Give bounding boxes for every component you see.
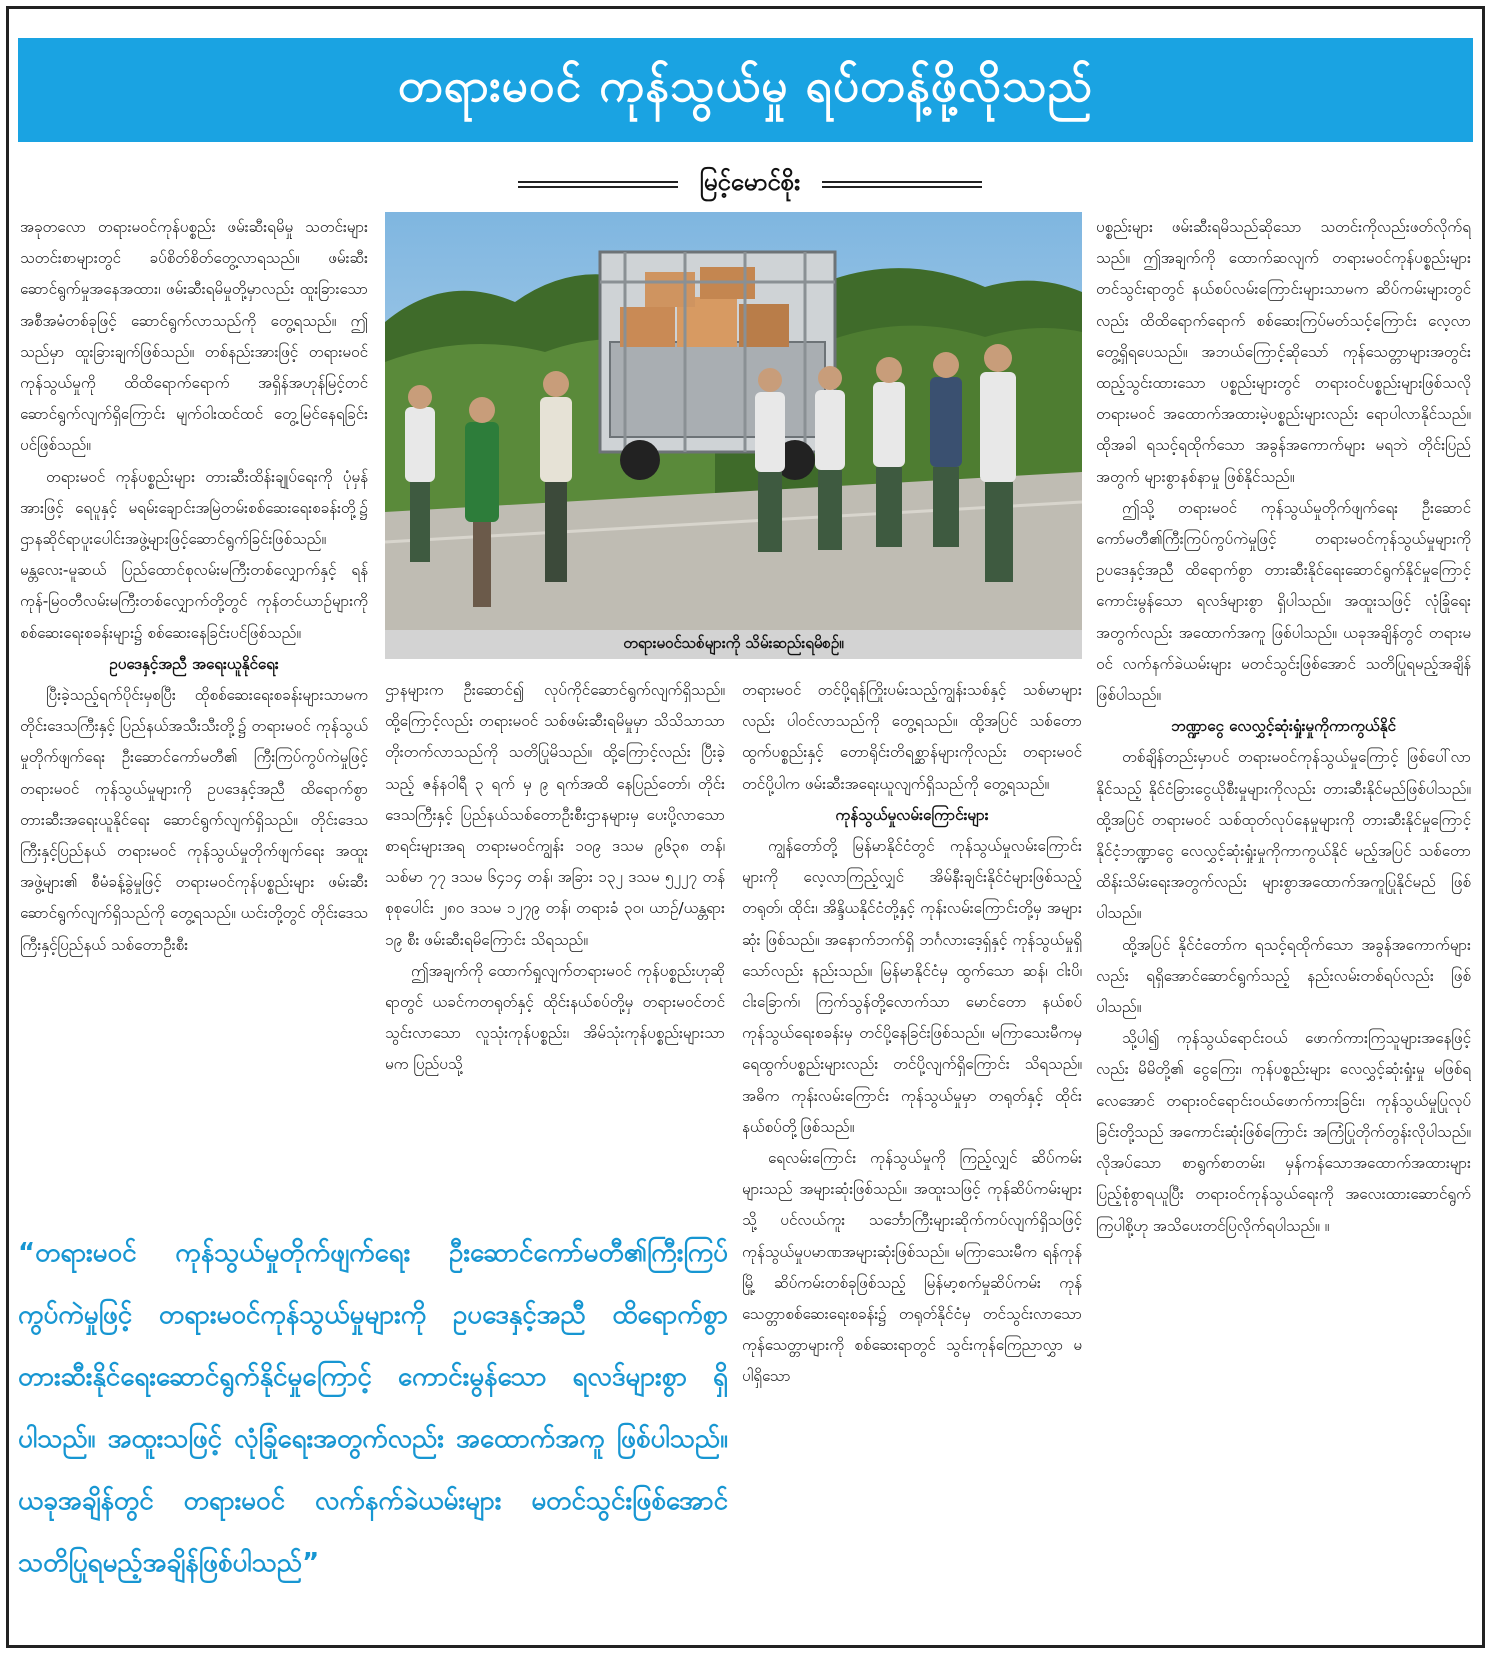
paragraph: ပစ္စည်းများ ဖမ်းဆီးရမိသည်ဆိုသော သတင်းကိုလည်းဖတ်လိုက်ရသည်။ ဤအချက်ကို ထောက်ဆလျက် တရားမဝင်ကုန်ပစ္စည်းများ တင်သွင်းရာတွင် နယ်စပ်လမ်းကြောင်းများသာမက ဆိပ်ကမ်းများတွင်လည်း ထိထိရောက်ရောက် စစ်ဆေးကြပ်မတ်သင့်ကြောင်း လေ့လာတွေ့ရှိရပေသည်။ အဘယ်ကြောင့်ဆိုသော် ကုန်သေတ္တာများအတွင်း ထည့်သွင်းထားသော ပစ္စည်းများတွင် တရားဝင်ပစ္စည်းများဖြစ်သလို တရားမဝင် အထောက်အထားမဲ့ပစ္စည်းများလည်း ရောပါလာနိုင်သည်။ ထိုအခါ ရသင့်ရထိုက်သော အခွန်အကောက်များ မရဘဲ တိုင်းပြည်အတွက် များစွာနစ်နာမှု ဖြစ်နိုင်သည်။ bbox=[1096, 218, 1471, 486]
article-column-4 bbox=[1096, 212, 1471, 1630]
paragraph: တရားမဝင် ကုန်ပစ္စည်းများ တားဆီးထိန်းချုပ်ရေးကို ပုံမှန်အားဖြင့် ရေပူနှင့် မရမ်းချောင်းအမြဲတမ်းစစ်ဆေးရေးစခန်းတို့၌ ဌာနဆိုင်ရာပူးပေါင်းအဖွဲ့များဖြင့်ဆောင်ရွက်ခြင်းဖြစ်သည်။ မန္တလေး-မူဆယ် ပြည်ထောင်စုလမ်းမကြီးတစ်လျှောက်နှင့် ရန်ကုန်-မြဝတီလမ်းမကြီးတစ်လျှောက်တို့တွင် ကုန်တင်ယာဉ်များကို စစ်ဆေးရေးစခန်းများ၌ စစ်ဆေးနေခြင်းပင်ဖြစ်သည်။ bbox=[20, 467, 368, 642]
paragraph: သို့ပါ၍ ကုန်သွယ်ရောင်းဝယ် ဖောက်ကားကြသူများအနေဖြင့်လည်း မိမိတို့၏ ငွေကြေး၊ ကုန်ပစ္စည်းများ လေလွှင့်ဆုံးရှုံးမှု မဖြစ်ရလေအောင် တရားဝင်ရောင်းဝယ်ဖောက်ကားခြင်း၊ ကုန်သွယ်မှုပြုလုပ်ခြင်းတို့သည် အကောင်းဆုံးဖြစ်ကြောင်း အကြံပြုတိုက်တွန်းလိုပါသည်။ လိုအပ်သော စာရွက်စာတမ်း၊ မှန်ကန်သောအထောက်အထားများ ပြည့်စုံစွာရယူပြီး တရားဝင်ကုန်သွယ်ရေးကို အလေးထားဆောင်ရွက်ကြပါစို့ဟု အသိပေးတင်ပြလိုက်ရပါသည်။ ။ bbox=[1096, 1029, 1471, 1235]
byline-rule-right bbox=[822, 181, 982, 188]
paragraph: ဌာနများက ဦးဆောင်၍ လုပ်ကိုင်ဆောင်ရွက်လျက်ရှိသည်။ ထို့ကြောင့်လည်း တရားမဝင် သစ်ဖမ်းဆီးရမိမှုမှာ သိသိသာသာ တိုးတက်လာသည်ကို သတိပြုမိသည်။ ထို့ကြောင့်လည်း ပြီးခဲ့သည့် ဇန်နဝါရီ ၃ ရက် မှ ၉ ရက်အထိ နေပြည်တော်၊ တိုင်းဒေသကြီးနှင့် ပြည်နယ်သစ်တောဦးစီးဌာနများမှ ပေးပို့လာသော စာရင်းများအရ တရားမဝင်ကျွန်း ၁၀၉ ဒသမ ၉၆၃၈ တန်၊ သစ်မာ ၇၇ ဒသမ ၆၄၁၄ တန်၊ အခြား ၁၃၂ ဒသမ ၅၂၂၇ တန် စုစုပေါင်း ၂၈၀ ဒသမ ၁၂၇၉ တန်၊ တရားခံ ၃၀၊ ယာဉ်/ယန္တရား ၁၉ စီး ဖမ်းဆီးရမိကြောင်း သိရသည်။ bbox=[385, 681, 725, 949]
paragraph: တစ်ချိန်တည်းမှာပင် တရားမဝင်ကုန်သွယ်မှုကြောင့် ဖြစ်ပေါ်လာနိုင်သည့် နိုင်ငံခြားငွေယိုစီးမှုများကိုလည်း တားဆီးနိုင်မည်ဖြစ်ပါသည်။ ထို့အပြင် တရားမဝင် သစ်ထုတ်လုပ်နေမှုများကို တားဆီးနိုင်မှုကြောင့် နိုင်ငံ့ဘဏ္ဍာငွေ လေလွှင့်ဆုံးရှုံးမှုကိုကာကွယ်နိုင် မည့်အပြင် သစ်တောထိန်းသိမ်းရေးအတွက်လည်း များစွာအထောက်အကူပြုနိုင်မည် ဖြစ်ပါသည်။ bbox=[1096, 748, 1471, 923]
paragraph: အခုတလော တရားမဝင်ကုန်ပစ္စည်း ဖမ်းဆီးရမိမှု သတင်းများ သတင်းစာများတွင် ခပ်စိတ်စိတ်တွေ့လာရသည်။ ဖမ်းဆီးဆောင်ရွက်မှုအနေအထား၊ ဖမ်းဆီးရမိမှုတို့မှာလည်း ထူးခြားသောအစီအမံတစ်ခုဖြင့် ဆောင်ရွက်လာသည်ကို တွေ့ရသည်။ ဤသည်မှာ ထူးခြားချက်ဖြစ်သည်။ တစ်နည်းအားဖြင့် တရားမဝင် ကုန်သွယ်မှုကို ထိထိရောက်ရောက် အရှိန်အဟုန်မြင့်တင် ဆောင်ရွက်လျက်ရှိကြောင်း မျက်ဝါးထင်ထင် တွေ့မြင်နေရခြင်းပင်ဖြစ်သည်။ bbox=[20, 218, 368, 455]
pull-quote: “တရားမဝင် ကုန်သွယ်မှုတိုက်ဖျက်ရေး ဦးဆောင်ကော်မတီ၏ကြီးကြပ်ကွပ်ကဲမှုဖြင့် တရားမဝင်ကုန်သွယ်မှုများကို ဥပဒေနှင့်အညီ ထိရောက်စွာ တားဆီးနိုင်ရေးဆောင်ရွက်နိုင်မှုကြောင့် ကောင်းမွန်သော ရလဒ်များစွာ ရှိပါသည်။ အထူးသဖြင့် လုံခြုံရေးအတွက်လည်း အထောက်အကူ ဖြစ်ပါသည်။ ယခုအချိန်တွင် တရားမဝင် လက်နက်ခဲယမ်းများ မတင်သွင်းဖြစ်အောင် သတိပြုရမည့်အချိန်ဖြစ်ပါသည်” bbox=[18, 1238, 728, 1578]
photo-caption: တရားမဝင်သစ်များကို သိမ်းဆည်းရမိစဉ်။ bbox=[385, 630, 1082, 659]
byline-rule-left bbox=[518, 181, 678, 188]
news-photo bbox=[385, 212, 1082, 630]
headline: တရားမဝင် ကုန်သွယ်မှု ရပ်တန့်ဖို့လိုသည် bbox=[397, 57, 1094, 112]
byline-row bbox=[480, 162, 1020, 206]
paragraph: ဤသို့ တရားမဝင် ကုန်သွယ်မှုတိုက်ဖျက်ရေး ဦးဆောင်ကော်မတီ၏ကြီးကြပ်ကွပ်ကဲမှုဖြင့် တရားမဝင်ကုန်သွယ်မှုများကို ဥပဒေနှင့်အညီ ထိရောက်စွာ တားဆီးနိုင်ရေးဆောင်ရွက်နိုင်မှုကြောင့် ကောင်းမွန်သော ရလဒ်များစွာ ရှိပါသည်။ အထူးသဖြင့် လုံခြုံရေးအတွက်လည်း အထောက်အကူ ဖြစ်ပါသည်။ ယခုအချိန်တွင် တရားမဝင် လက်နက်ခဲယမ်းများ မတင်သွင်းဖြစ်အောင် သတိပြုရမည့်အချိန်ဖြစ်ပါသည်။ bbox=[1096, 498, 1471, 705]
headline-banner bbox=[18, 38, 1473, 142]
paragraph: ပြီးခဲ့သည့်ရက်ပိုင်းမှစပြီး ထိုစစ်ဆေးရေးစခန်းများသာမက တိုင်းဒေသကြီးနှင့် ပြည်နယ်အသီးသီးတို့၌ တရားမဝင် ကုန်သွယ်မှုတိုက်ဖျက်ရေး ဦးဆောင်ကော်မတီ၏ ကြီးကြပ်ကွပ်ကဲမှုဖြင့် တရားမဝင် ကုန်သွယ်မှုများကို ဥပဒေနှင့်အညီ ထိရောက်စွာ တားဆီးအရေးယူနိုင်ရေး ဆောင်ရွက်လျက်ရှိသည်။ တိုင်းဒေသကြီးနှင့်ပြည်နယ် တရားမဝင် ကုန်သွယ်မှုတိုက်ဖျက်ရေး အထူးအဖွဲ့များ၏ စီမံခန့်ခွဲမှုဖြင့် တရားမဝင်ကုန်ပစ္စည်းများ ဖမ်းဆီးဆောင်ရွက်လျက်ရှိသည်ကို တွေ့ရသည်။ ယင်းတို့တွင် တိုင်းဒေသကြီးနှင့်ပြည်နယ် သစ်တောဦးစီး bbox=[20, 686, 368, 954]
section-subheading: ဘဏ္ဍာငွေ လေလွှင့်ဆုံးရှုံးမှုကိုကာကွယ်နိုင် bbox=[1171, 717, 1396, 736]
author-byline: မြင့်မောင်စိုး bbox=[699, 168, 801, 196]
paragraph: ထို့အပြင် နိုင်ငံတော်က ရသင့်ရထိုက်သော အခွန်အကောက်များလည်း ရရှိအောင်ဆောင်ရွက်သည့် နည်းလမ်းတစ်ရပ်လည်း ဖြစ်ပါသည်။ bbox=[1096, 935, 1471, 1017]
article-column-3 bbox=[742, 675, 1082, 1630]
article-column-2 bbox=[385, 675, 725, 1155]
article-column-1 bbox=[20, 212, 368, 1214]
paragraph: ရေလမ်းကြောင်း ကုန်သွယ်မှုကို ကြည့်လျှင် ဆိပ်ကမ်းများသည် အများဆုံးဖြစ်သည်။ အထူးသဖြင့် ကုန်ဆိပ်ကမ်းများသို့ ပင်လယ်ကူး သင်္ဘောကြီးများဆိုက်ကပ်လျက်ရှိသဖြင့် ကုန်သွယ်မှုပမာဏအများဆုံးဖြစ်သည်။ မကြာသေးမီက ရန်ကုန်မြို့ ဆိပ်ကမ်းတစ်ခုဖြစ်သည့် မြန်မာ့စက်မှုဆိပ်ကမ်း ကုန်သေတ္တာစစ်ဆေးရေးစခန်း၌ တရုတ်နိုင်ငံမှ တင်သွင်းလာသော ကုန်သေတ္တာများကို စစ်ဆေးရာတွင် သွင်းကုန်ကြေညာလွှာ မပါရှိသော bbox=[742, 1149, 1082, 1386]
news-photo-figure bbox=[385, 212, 1082, 659]
section-subheading: ကုန်သွယ်မှုလမ်းကြောင်းများ bbox=[835, 805, 989, 824]
photo-illustration bbox=[385, 212, 1082, 630]
section-subheading: ဥပဒေနှင့်အညီ အရေးယူနိုင်ရေး bbox=[109, 654, 279, 673]
paragraph: ဤအချက်ကို ထောက်ရှုလျက်တရားမဝင် ကုန်ပစ္စည်းဟုဆိုရာတွင် ယခင်ကတရုတ်နှင့် ထိုင်းနယ်စပ်တို့မှ တရားမဝင်တင်သွင်းလာသော လူသုံးကုန်ပစ္စည်း၊ အိမ်သုံးကုန်ပစ္စည်းများသာမက ပြည်ပသို့ bbox=[385, 961, 725, 1074]
paragraph: တရားမဝင် တင်ပို့ရန်ကြိုးပမ်းသည့်ကျွန်းသစ်နှင့် သစ်မာများလည်း ပါဝင်လာသည်ကို တွေ့ရသည်။ ထို့အပြင် သစ်တောထွက်ပစ္စည်းနှင့် တောရိုင်းတိရစ္ဆာန်များကိုလည်း တရားမဝင် တင်ပို့ပါက ဖမ်းဆီးအရေးယူလျက်ရှိသည်ကို တွေ့ရသည်။ bbox=[742, 681, 1082, 793]
paragraph: ကျွန်တော်တို့ မြန်မာနိုင်ငံတွင် ကုန်သွယ်မှုလမ်းကြောင်းများကို လေ့လာကြည့်လျှင် အိမ်နီးချင်းနိုင်ငံများဖြစ်သည့် တရုတ်၊ ထိုင်း၊ အိန္ဒိယနိုင်ငံတို့နှင့် ကုန်းလမ်းကြောင်းတို့မှ အများဆုံး ဖြစ်သည်။ အနောက်ဘက်ရှိ ဘင်္ဂလားဒေ့ရှ်နှင့် ကုန်သွယ်မှုရှိသော်လည်း နည်းသည်။ မြန်မာနိုင်ငံမှ ထွက်သော ဆန်၊ ငါးပိ၊ ငါးခြောက်၊ ကြက်သွန်တို့လောက်သာ မောင်တော နယ်စပ်ကုန်သွယ်ရေးစခန်းမှ တင်ပို့နေခြင်းဖြစ်သည်။ မကြာသေးမီကမှ ရေထွက်ပစ္စည်းများလည်း တင်ပို့လျက်ရှိကြောင်း သိရသည်။ အဓိက ကုန်းလမ်းကြောင်း ကုန်သွယ်မှုမှာ တရုတ်နှင့် ထိုင်းနယ်စပ်တို့ဖြစ်သည်။ bbox=[742, 837, 1082, 1136]
